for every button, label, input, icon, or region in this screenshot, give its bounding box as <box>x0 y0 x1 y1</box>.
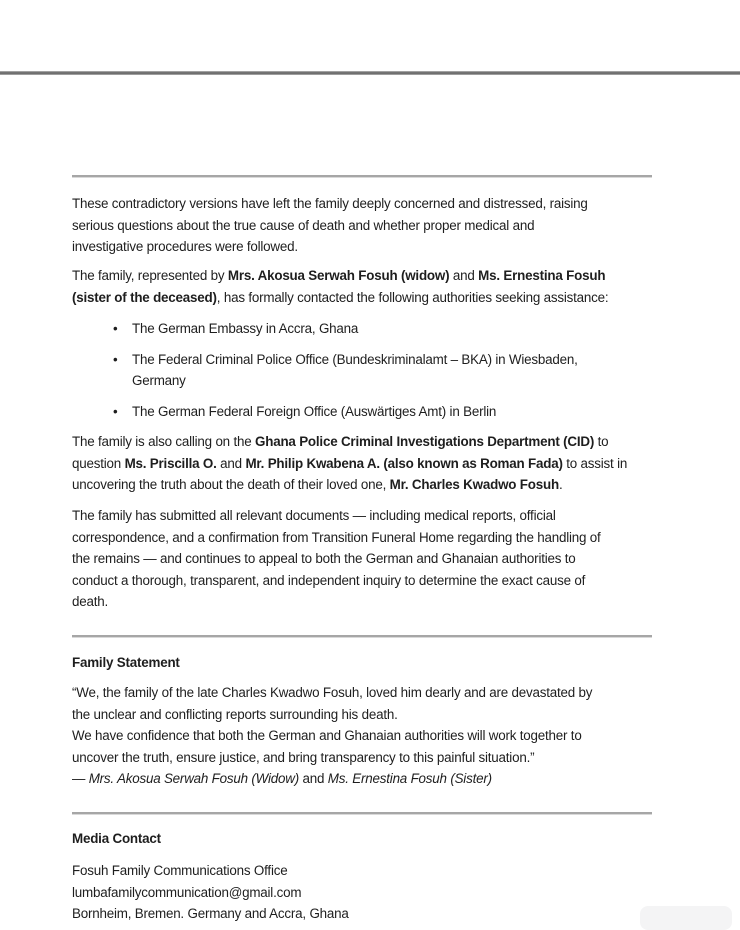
list-item <box>72 401 657 423</box>
contact-office-name: Fosuh Family Communications Office <box>72 863 288 878</box>
contact-email: lumbafamilycommunication@gmail.com <box>72 884 302 900</box>
section-divider-media-contact <box>72 812 652 814</box>
page-break-rule <box>0 71 740 75</box>
list-item <box>72 318 657 340</box>
contact-location: Bornheim, Bremen. Germany and Accra, Ghana <box>72 906 349 921</box>
list-item-text: The German Federal Foreign Office (Auswärtiges Amt) in Berlin <box>132 403 497 419</box>
section-divider-family-statement <box>72 635 652 637</box>
media-contact-heading: Media Contact <box>72 831 161 846</box>
cid-paragraph: The family is also calling on the Ghana Police Criminal Investigations Department (CID) to question Ms. Priscilla O. and Mr. Philip Kwabena A. (also known as Roman Fada) to assist in uncovering the truth about the death of their loved one, Mr. Charles Kwadwo Fosuh. <box>72 434 628 492</box>
represented-paragraph: The family, represented by Mrs. Akosua Serwah Fosuh (widow) and Ms. Ernestina Fosuh (sister of the deceased), has formally contacted the following authorities seeking assistance: <box>72 268 609 305</box>
family-statement-heading: Family Statement <box>72 655 180 670</box>
bullet-icon: • <box>113 321 118 336</box>
concern-paragraph: These contradictory versions have left the family deeply concerned and distressed, raising serious questions about the true cause of death and whether proper medical and investigative procedures were followed. <box>72 196 588 254</box>
list-item-text: The Federal Criminal Police Office (Bundeskriminalamt – BKA) in Wiesbaden, Germany <box>132 351 578 388</box>
bullet-icon: • <box>113 403 118 419</box>
list-item <box>72 349 657 392</box>
bottom-right-shade <box>640 906 732 930</box>
authorities-list <box>72 318 657 431</box>
documents-paragraph: The family has submitted all relevant documents — including medical reports, official correspondence, and a confirmation from Transition Funeral Home regarding the handling of the remains — and continues to appeal to both the German and Ghanaian authorities to conduct a thorough, transparent, and independent inquiry to determine the exact cause of death. <box>72 508 601 609</box>
media-contact-details <box>72 860 657 925</box>
list-item-text: The German Embassy in Accra, Ghana <box>132 321 359 336</box>
section-divider-top <box>72 175 652 177</box>
family-statement-quote: “We, the family of the late Charles Kwadwo Fosuh, loved him dearly and are devastated by the unclear and conflicting reports surrounding his death. We have confidence that both the German and Ghanaian authorities will work together to uncover the truth, ensure justice, and bring transparency to this painful situation.” — Mrs. Akosua Serwah Fosuh (Widow) and Ms. Ernestina Fosuh (Sister) <box>72 685 593 786</box>
bullet-icon: • <box>113 351 118 367</box>
